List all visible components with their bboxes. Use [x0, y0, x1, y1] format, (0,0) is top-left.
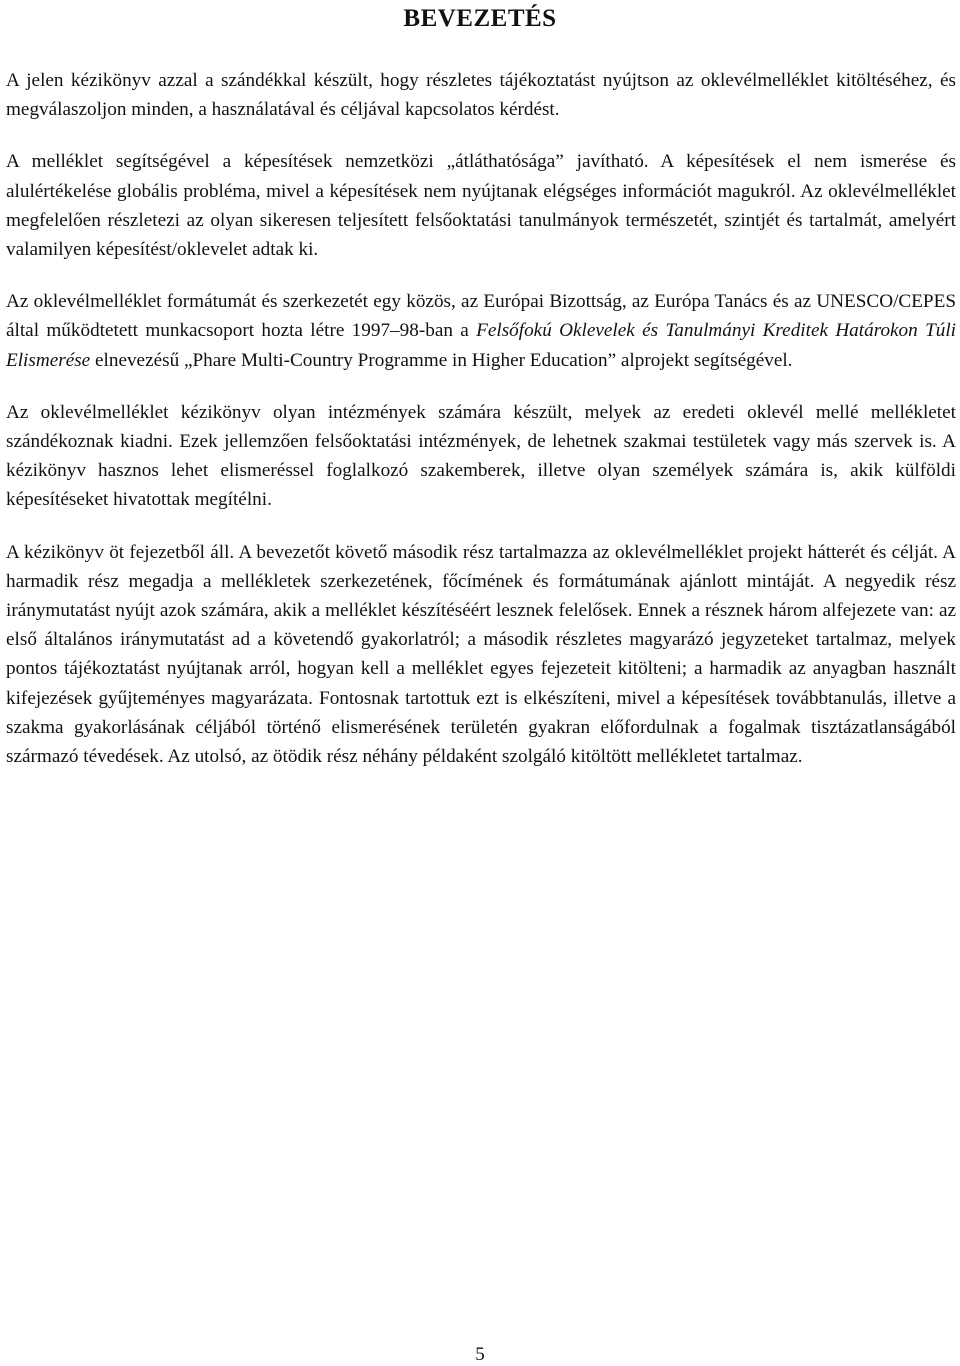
- page-number: 5: [475, 1344, 485, 1365]
- paragraph-structure: A kézikönyv öt fejezetből áll. A bevezetőt követő második rész tartalmazza az oklevélmelléklet projekt hátterét és célját. A harmadik rész megadja a mellékletek szerkezetének, főcímének és formátumának ajánlott mintáját. A negyedik rész iránymutatást nyújt azok számára, akik a melléklet készítéséért lesznek felelősek. Ennek a résznek három alfejezete van: az első általános iránymutatást ad a követendő gyakorlatról; a második részletes magyarázó jegyzeteket tartalmaz, melyek pontos tájékoztatást nyújtanak arról, hogyan kell a melléklet egyes fejezeteit kitölteni; a harmadik az anyagban használt kifejezések gyűjteményes magyarázata. Fontosnak tartottuk ezt is elkészíteni, mivel a képesítések továbbtanulás, illetve a szakma gyakorlásának céljából történő elismerésének területén gyakran előfordulnak a fogalmak tisztázatlanságából származó tévedések. Az utolsó, az ötödik rész néhány példaként szolgáló kitöltött mellékletet tartalmaz.: [6, 541, 956, 768]
- paragraph-origin-text-after: elnevezésű „Phare Multi-Country Programme in Higher Education” alprojekt segítségével.: [90, 349, 793, 371]
- programme-title-italic: Felsőfokú Oklevelek és Tanulmányi Kreditek Határokon Túli Elismerése: [6, 320, 957, 371]
- paragraph-origin: [6, 287, 956, 375]
- paragraph-origin-text-before: Az oklevélmelléklet formátumát és szerkezetét egy közös, az Európai Bizottság, az Európa Tanács és az UNESCO/CEPES által működtetett munkacsoport hozta létre 1997–98-ban a: [6, 291, 956, 342]
- page-title: BEVEZETÉS: [403, 5, 557, 32]
- paragraph-transparency: A melléklet segítségével a képesítések nemzetközi „átláthatósága” javítható. A képesítések el nem ismerése és alulértékelése globális probléma, mivel a képesítések nem nyújtanak elégséges információt magukról. Az oklevélmelléklet megfelelően részletezi az olyan sikeresen teljesített felsőoktatási tanulmányok természetét, szintjét és tartalmát, amelyért valamilyen képesítést/oklevelet adtak ki.: [6, 151, 956, 261]
- paragraph-purpose: A jelen kézikönyv azzal a szándékkal készült, hogy részletes tájékoztatást nyújtson az oklevélmelléklet kitöltéséhez, és megválaszoljon minden, a használatával és céljával kapcsolatos kérdést.: [6, 70, 956, 121]
- paragraph-audience: Az oklevélmelléklet kézikönyv olyan intézmények számára készült, melyek az eredeti oklevél mellé mellékletet szándékoznak kiadni. Ezek jellemzően felsőoktatási intézmények, de lehetnek szakmai testületek vagy más szervek is. A kézikönyv hasznos lehet elismeréssel foglalkozó szakemberek, illetve olyan személyek számára is, akik külföldi képesítéseket hivatottak megítélni.: [6, 401, 956, 511]
- document-body: [6, 66, 956, 794]
